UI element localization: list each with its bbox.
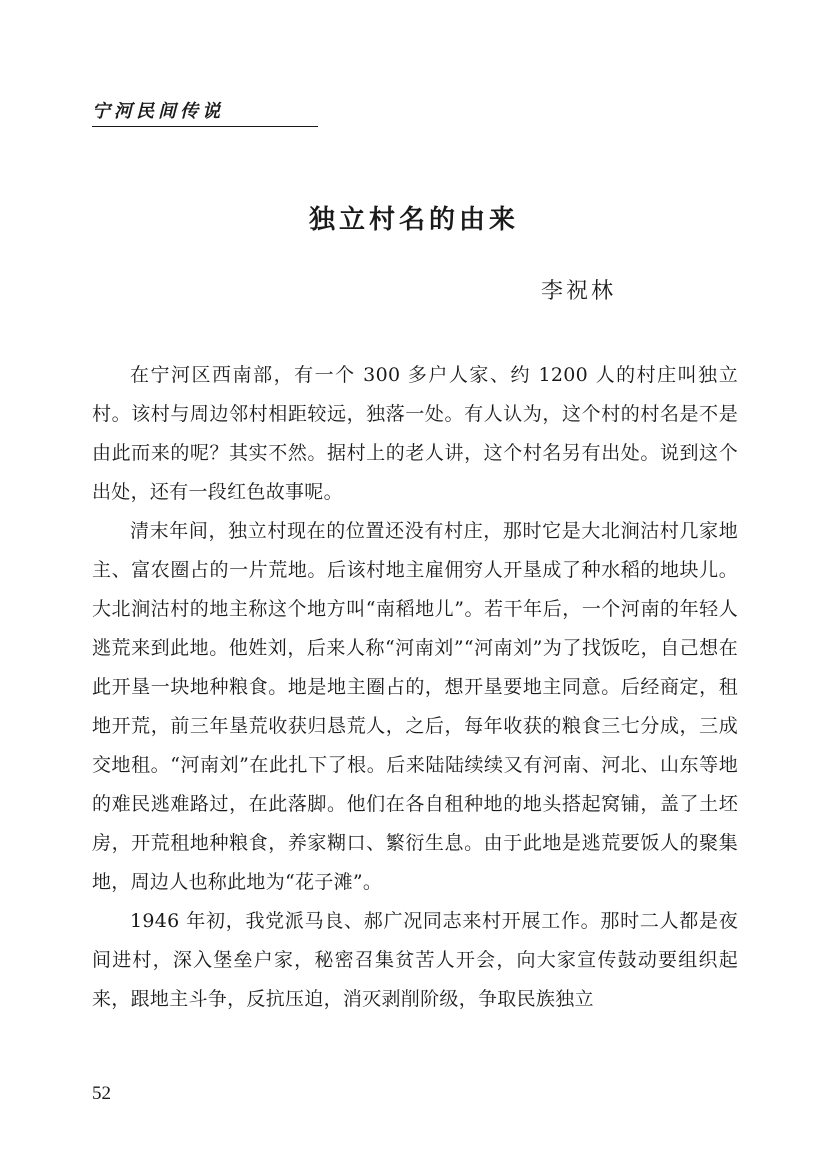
- page-number: 52: [92, 1083, 111, 1104]
- paragraph-3: 1946 年初，我党派马良、郝广况同志来村开展工作。那时二人都是夜间进村，深入堡垒户家，秘密召集贫苦人开会，向大家宣传鼓动要组织起来，跟地主斗争，反抗压迫，消灭剥削阶级，争取民族独立: [92, 910, 738, 1010]
- article-body: [92, 356, 738, 1019]
- article-author: 李祝林: [541, 279, 617, 304]
- paragraph-2: 清末年间，独立村现在的位置还没有村庄，那时它是大北涧沽村几家地主、富农圈占的一片荒地。后该村地主雇佣穷人开垦成了种水稻的地块儿。大北涧沽村的地主称这个地方叫“南稻地儿”。若干年后，一个河南的年轻人逃荒来到此地。他姓刘，后来人称“河南刘”“河南刘”为了找饭吃，自己想在此开垦一块地种粮食。地是地主圈占的，想开垦要地主同意。后经商定，租地开荒，前三年垦荒收获归恳荒人，之后，每年收获的粮食三七分成，三成交地租。“河南刘”在此扎下了根。后来陆陆续续又有河南、河北、山东等地的难民逃难路过，在此落脚。他们在各自租种地的地头搭起窝铺，盖了土坯房，开荒租地种粮食，养家糊口、繁衍生息。由于此地是逃荒要饭人的聚集地，周边人也称此地为“花子滩”。: [92, 520, 738, 893]
- paragraph-1: 在宁河区西南部，有一个 300 多户人家、约 1200 人的村庄叫独立村。该村与周边邻村相距较远，独落一处。有人认为，这个村的村名是不是由此而来的呢？其实不然。据村上的老人讲，这个村名另有出处。说到这个出处，还有一段红色故事呢。: [92, 364, 738, 503]
- article-title: 独立村名的由来: [308, 205, 519, 235]
- running-header: 宁河民间传说: [92, 100, 318, 127]
